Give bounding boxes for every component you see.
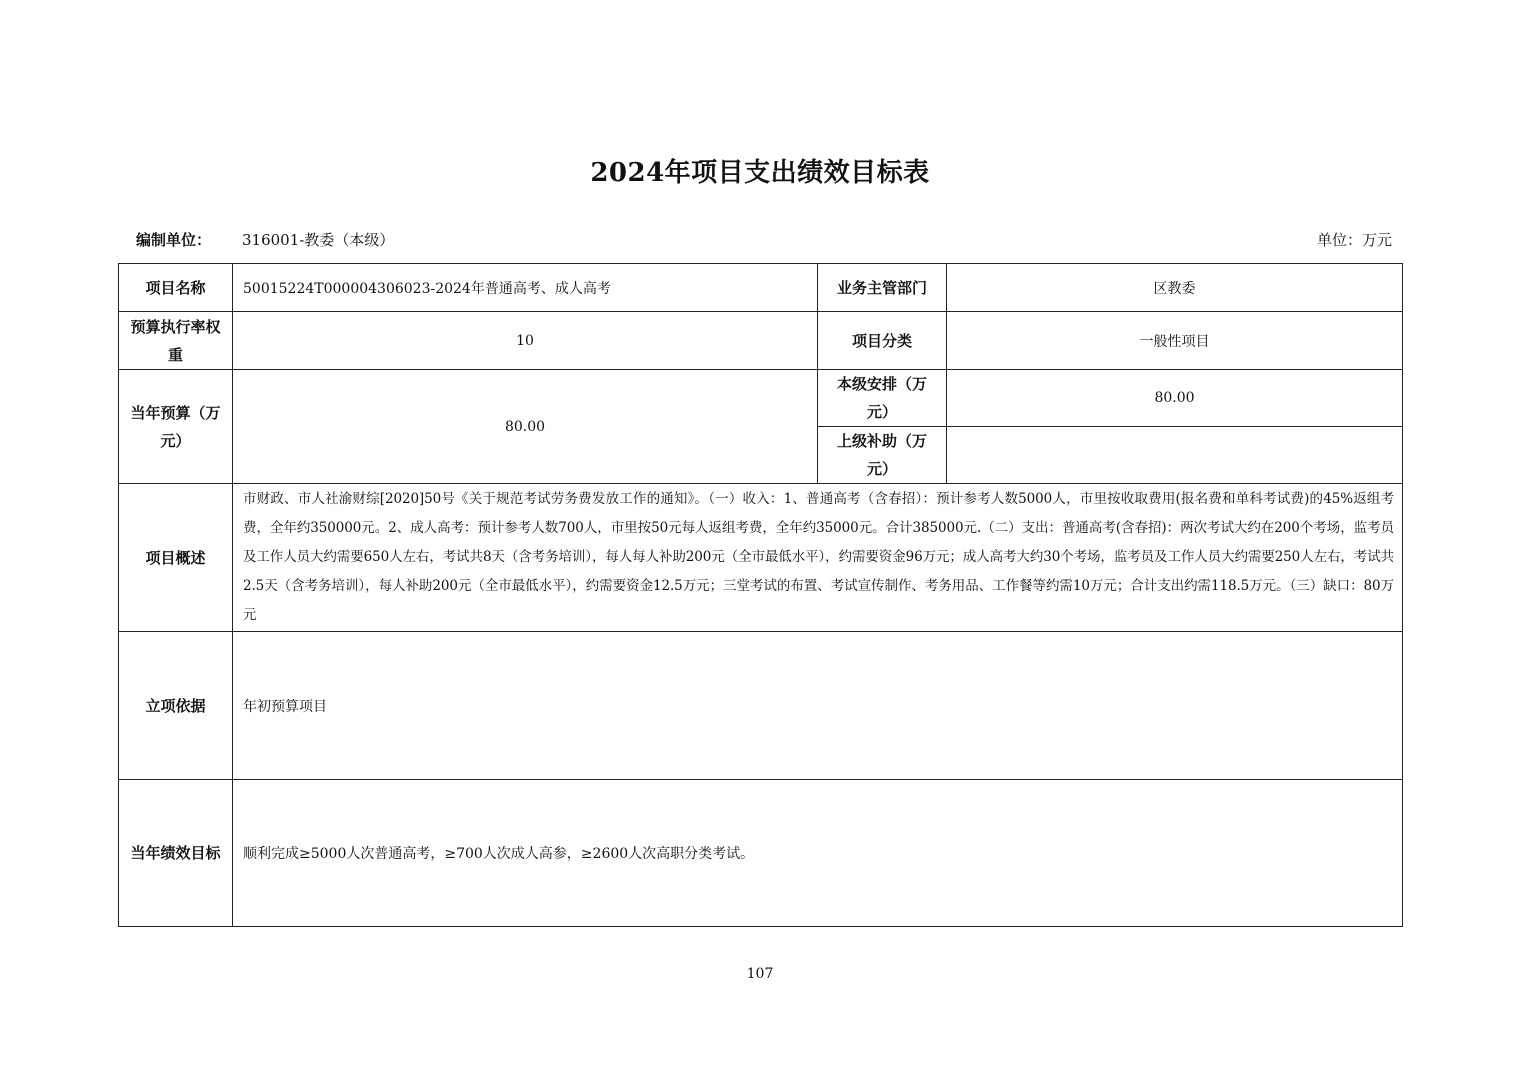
annual-budget-label: 当年预算（万元） [119, 370, 233, 484]
table-row [119, 484, 1403, 632]
category-value: 一般性项目 [947, 312, 1403, 370]
department-label: 业务主管部门 [818, 264, 947, 312]
budget-weight-label: 预算执行率权重 [119, 312, 233, 370]
project-name-label: 项目名称 [119, 264, 233, 312]
table-row [119, 632, 1403, 780]
goal-value: 顺利完成≥5000人次普通高考，≥700人次成人高参，≥2600人次高职分类考试。 [233, 780, 1403, 927]
unit-label: 单位：万元 [1316, 231, 1392, 249]
project-name-value: 50015224T000004306023-2024年普通高考、成人高考 [233, 264, 818, 312]
table-row [119, 312, 1403, 370]
performance-target-table [118, 263, 1403, 927]
basis-value: 年初预算项目 [233, 632, 1403, 780]
superior-subsidy-value [947, 427, 1403, 484]
page-number: 107 [746, 966, 774, 982]
department-value: 区教委 [947, 264, 1403, 312]
basis-label: 立项依据 [119, 632, 233, 780]
overview-label: 项目概述 [119, 484, 233, 632]
superior-subsidy-label: 上级补助（万元） [818, 427, 947, 484]
org-value: 316001-教委（本级） [242, 231, 395, 249]
category-label: 项目分类 [818, 312, 947, 370]
local-arrangement-value: 80.00 [947, 370, 1403, 427]
budget-weight-value: 10 [233, 312, 818, 370]
overview-value: 市财政、市人社渝财综[2020]50号《关于规范考试劳务费发放工作的通知》。（一）收入：1、普通高考（含春招）：预计参考人数5000人，市里按收取费用(报名费和单科考试费)的45%返组考费，全年约350000元。2、成人高考：预计参考人数700人，市里按50元每人返组考费，全年约35000元。合计385000元.（二）支出：普通高考(含春招)：两次考试大约在200个考场，监考员及工作人员大约需要650人左右，考试共8天（含考务培训），每人每人补助200元（全市最低水平），约需要资金96万元；成人高考大约30个考场，监考员及工作人员大约需要250人左右，考试共2.5天（含考务培训），每人补助200元（全市最低水平），约需要资金12.5万元；三堂考试的布置、考试宣传制作、考务用品、工作餐等约需10万元；合计支出约需118.5万元。（三）缺口：80万元 [233, 484, 1403, 632]
table-row [119, 370, 1403, 427]
annual-budget-value: 80.00 [233, 370, 818, 484]
table-row [119, 264, 1403, 312]
table-row [119, 780, 1403, 927]
local-arrangement-label: 本级安排（万元） [818, 370, 947, 427]
org-label: 编制单位： [136, 231, 212, 249]
page-title: 2024年项目支出绩效目标表 [590, 158, 930, 188]
goal-label: 当年绩效目标 [119, 780, 233, 927]
